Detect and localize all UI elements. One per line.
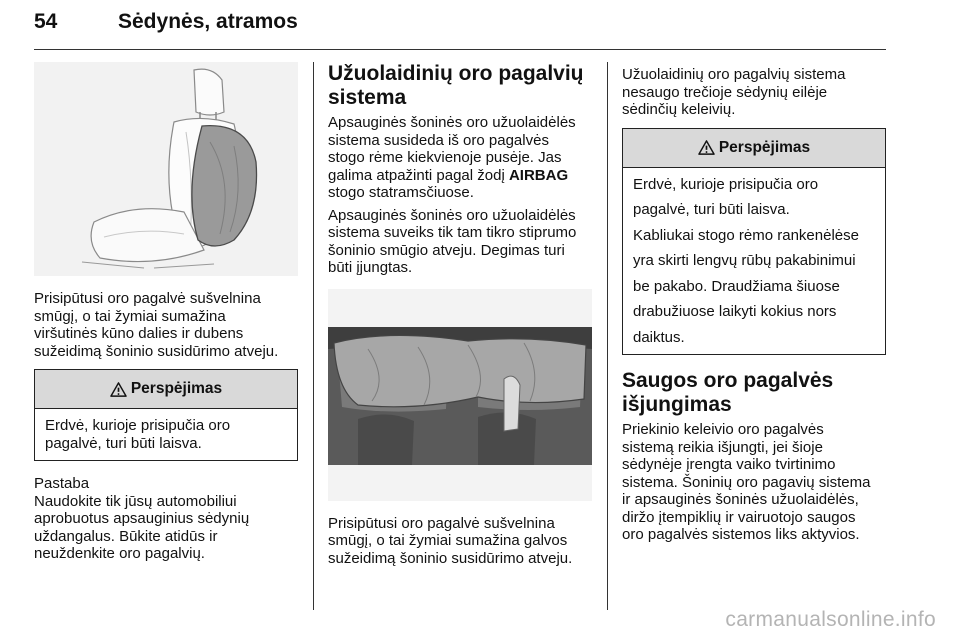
caption-line: smūgį, o tai žymiai sumažina galvos <box>328 532 568 549</box>
heading-line: Užuolaidinių oro pagalvių <box>328 62 584 85</box>
heading-line: sistema <box>328 86 407 109</box>
intro-paragraph <box>622 66 886 119</box>
seat-airbag-illustration <box>34 62 298 276</box>
column-1 <box>34 62 298 563</box>
paragraph-line: ir apsauginės šoninės užuolaidėlės, <box>622 491 859 508</box>
caption-line: sužeidimą šoninio susidūrimo atveju. <box>34 342 279 360</box>
caption-line: smūgį, o tai žymiai sumažina <box>34 307 226 325</box>
paragraph-line: Apsauginės šoninės oro užuolaidėlės <box>328 206 576 224</box>
note-section <box>34 475 298 563</box>
warning-line: daiktus. <box>633 328 685 346</box>
warning-title: Perspėjimas <box>130 380 223 397</box>
note-title: Pastaba <box>34 475 90 492</box>
airbag-label: AIRBAG <box>508 166 569 184</box>
paragraph <box>622 421 886 544</box>
warning-line: Erdvė, kurioje prisipučia oro <box>633 175 819 193</box>
paragraph-line: oro pagalvės sistemos liks aktyvios. <box>622 526 860 543</box>
warning-title: Perspėjimas <box>718 138 811 156</box>
paragraph-line: sėdynėje įrengta vaiko tvirtinimo <box>622 456 836 473</box>
column-2 <box>328 62 592 567</box>
paragraph-1 <box>328 114 592 202</box>
warning-line: pagalvė, turi būti laisva. <box>45 434 202 452</box>
paragraph-line: sistema susideda iš oro pagalvės <box>328 131 549 149</box>
warning-triangle-icon <box>110 382 127 397</box>
heading-line: išjungimas <box>622 393 732 416</box>
paragraph-line: sėdinčių keleivių. <box>622 101 736 118</box>
caption-line: sužeidimą šoninio susidūrimo atveju. <box>328 549 573 567</box>
paragraph-line: Užuolaidinių oro pagalvių sistema <box>622 66 846 83</box>
caption-line: Prisipūtusi oro pagalvė sušvelnina <box>34 290 261 307</box>
paragraph-text: galima atpažinti pagal žodį <box>328 166 509 184</box>
column-divider-1 <box>313 62 314 610</box>
watermark: carmanualsonline.info <box>725 608 936 631</box>
paragraph-line: sistemą reikia išjungti, jei šioje <box>622 438 823 456</box>
paragraph-line: Apsauginės šoninės oro užuolaidėlės <box>328 114 576 131</box>
chapter-title: Sėdynės, atramos <box>118 10 298 33</box>
warning-line: pagalvė, turi būti laisva. <box>633 201 790 218</box>
note-line: neuždenkite oro pagalvių. <box>34 545 205 562</box>
caption-line: Prisipūtusi oro pagalvė sušvelnina <box>328 514 555 532</box>
warning-body <box>623 168 885 355</box>
section-heading <box>622 369 886 417</box>
paragraph-line: Priekinio keleivio oro pagalvės <box>622 421 824 438</box>
warning-paragraph-1 <box>633 176 875 219</box>
warning-box <box>622 128 886 356</box>
paragraph-line: nesaugo trečioje sėdynių eilėje <box>622 83 828 101</box>
paragraph-line: būti įjungtas. <box>328 259 413 276</box>
section-heading <box>328 62 592 110</box>
paragraph-line: diržo įtempiklių ir vairuotojo saugos <box>622 508 856 526</box>
paragraph-2 <box>328 207 592 277</box>
note-line: uždangalus. Būkite atidūs ir <box>34 527 218 545</box>
warning-line: be pakabo. Draudžiama šiuose <box>633 277 840 295</box>
note-line: Naudokite tik jūsų automobiliui <box>34 492 237 510</box>
warning-body <box>35 409 297 460</box>
column-divider-2 <box>607 62 608 610</box>
warning-paragraph-2 <box>633 227 875 347</box>
paragraph-line <box>328 167 592 185</box>
header-divider <box>34 49 886 50</box>
paragraph-line: stogo rėme kiekvienoje pusėje. Jas <box>328 149 562 166</box>
warning-box <box>34 369 298 461</box>
column-3 <box>622 62 886 544</box>
warning-line: Erdvė, kurioje prisipučia oro <box>45 417 231 434</box>
paragraph-line: šoninio smūgio atveju. Degimas turi <box>328 241 565 259</box>
paragraph-line: sistema. Šoninių oro pagavių sistema <box>622 473 871 491</box>
warning-triangle-icon <box>698 140 715 155</box>
warning-line: drabužiuose laikyti kokius nors <box>633 303 837 320</box>
seat-airbag-drawing <box>34 62 298 276</box>
paragraph-line: stogo statramsčiuose. <box>328 184 474 201</box>
caption-line: viršutinės kūno dalies ir dubens <box>34 325 244 342</box>
warning-line: Kabliukai stogo rėmo rankenėlėse <box>633 226 859 244</box>
page-number: 54 <box>34 10 58 33</box>
curtain-airbag-drawing <box>328 289 592 501</box>
paragraph-line: sistema suveiks tik tam tikro stiprumo <box>328 224 577 241</box>
note-line: aprobuotus apsauginius sėdynių <box>34 510 250 527</box>
figure-caption <box>328 515 592 568</box>
warning-header <box>623 129 885 168</box>
warning-header <box>35 370 297 409</box>
curtain-airbag-illustration <box>328 289 592 501</box>
heading-line: Saugos oro pagalvės <box>622 369 834 392</box>
page-header <box>34 0 886 44</box>
figure-caption <box>34 290 298 360</box>
warning-line: yra skirti lengvų rūbų pakabinimui <box>633 252 856 269</box>
